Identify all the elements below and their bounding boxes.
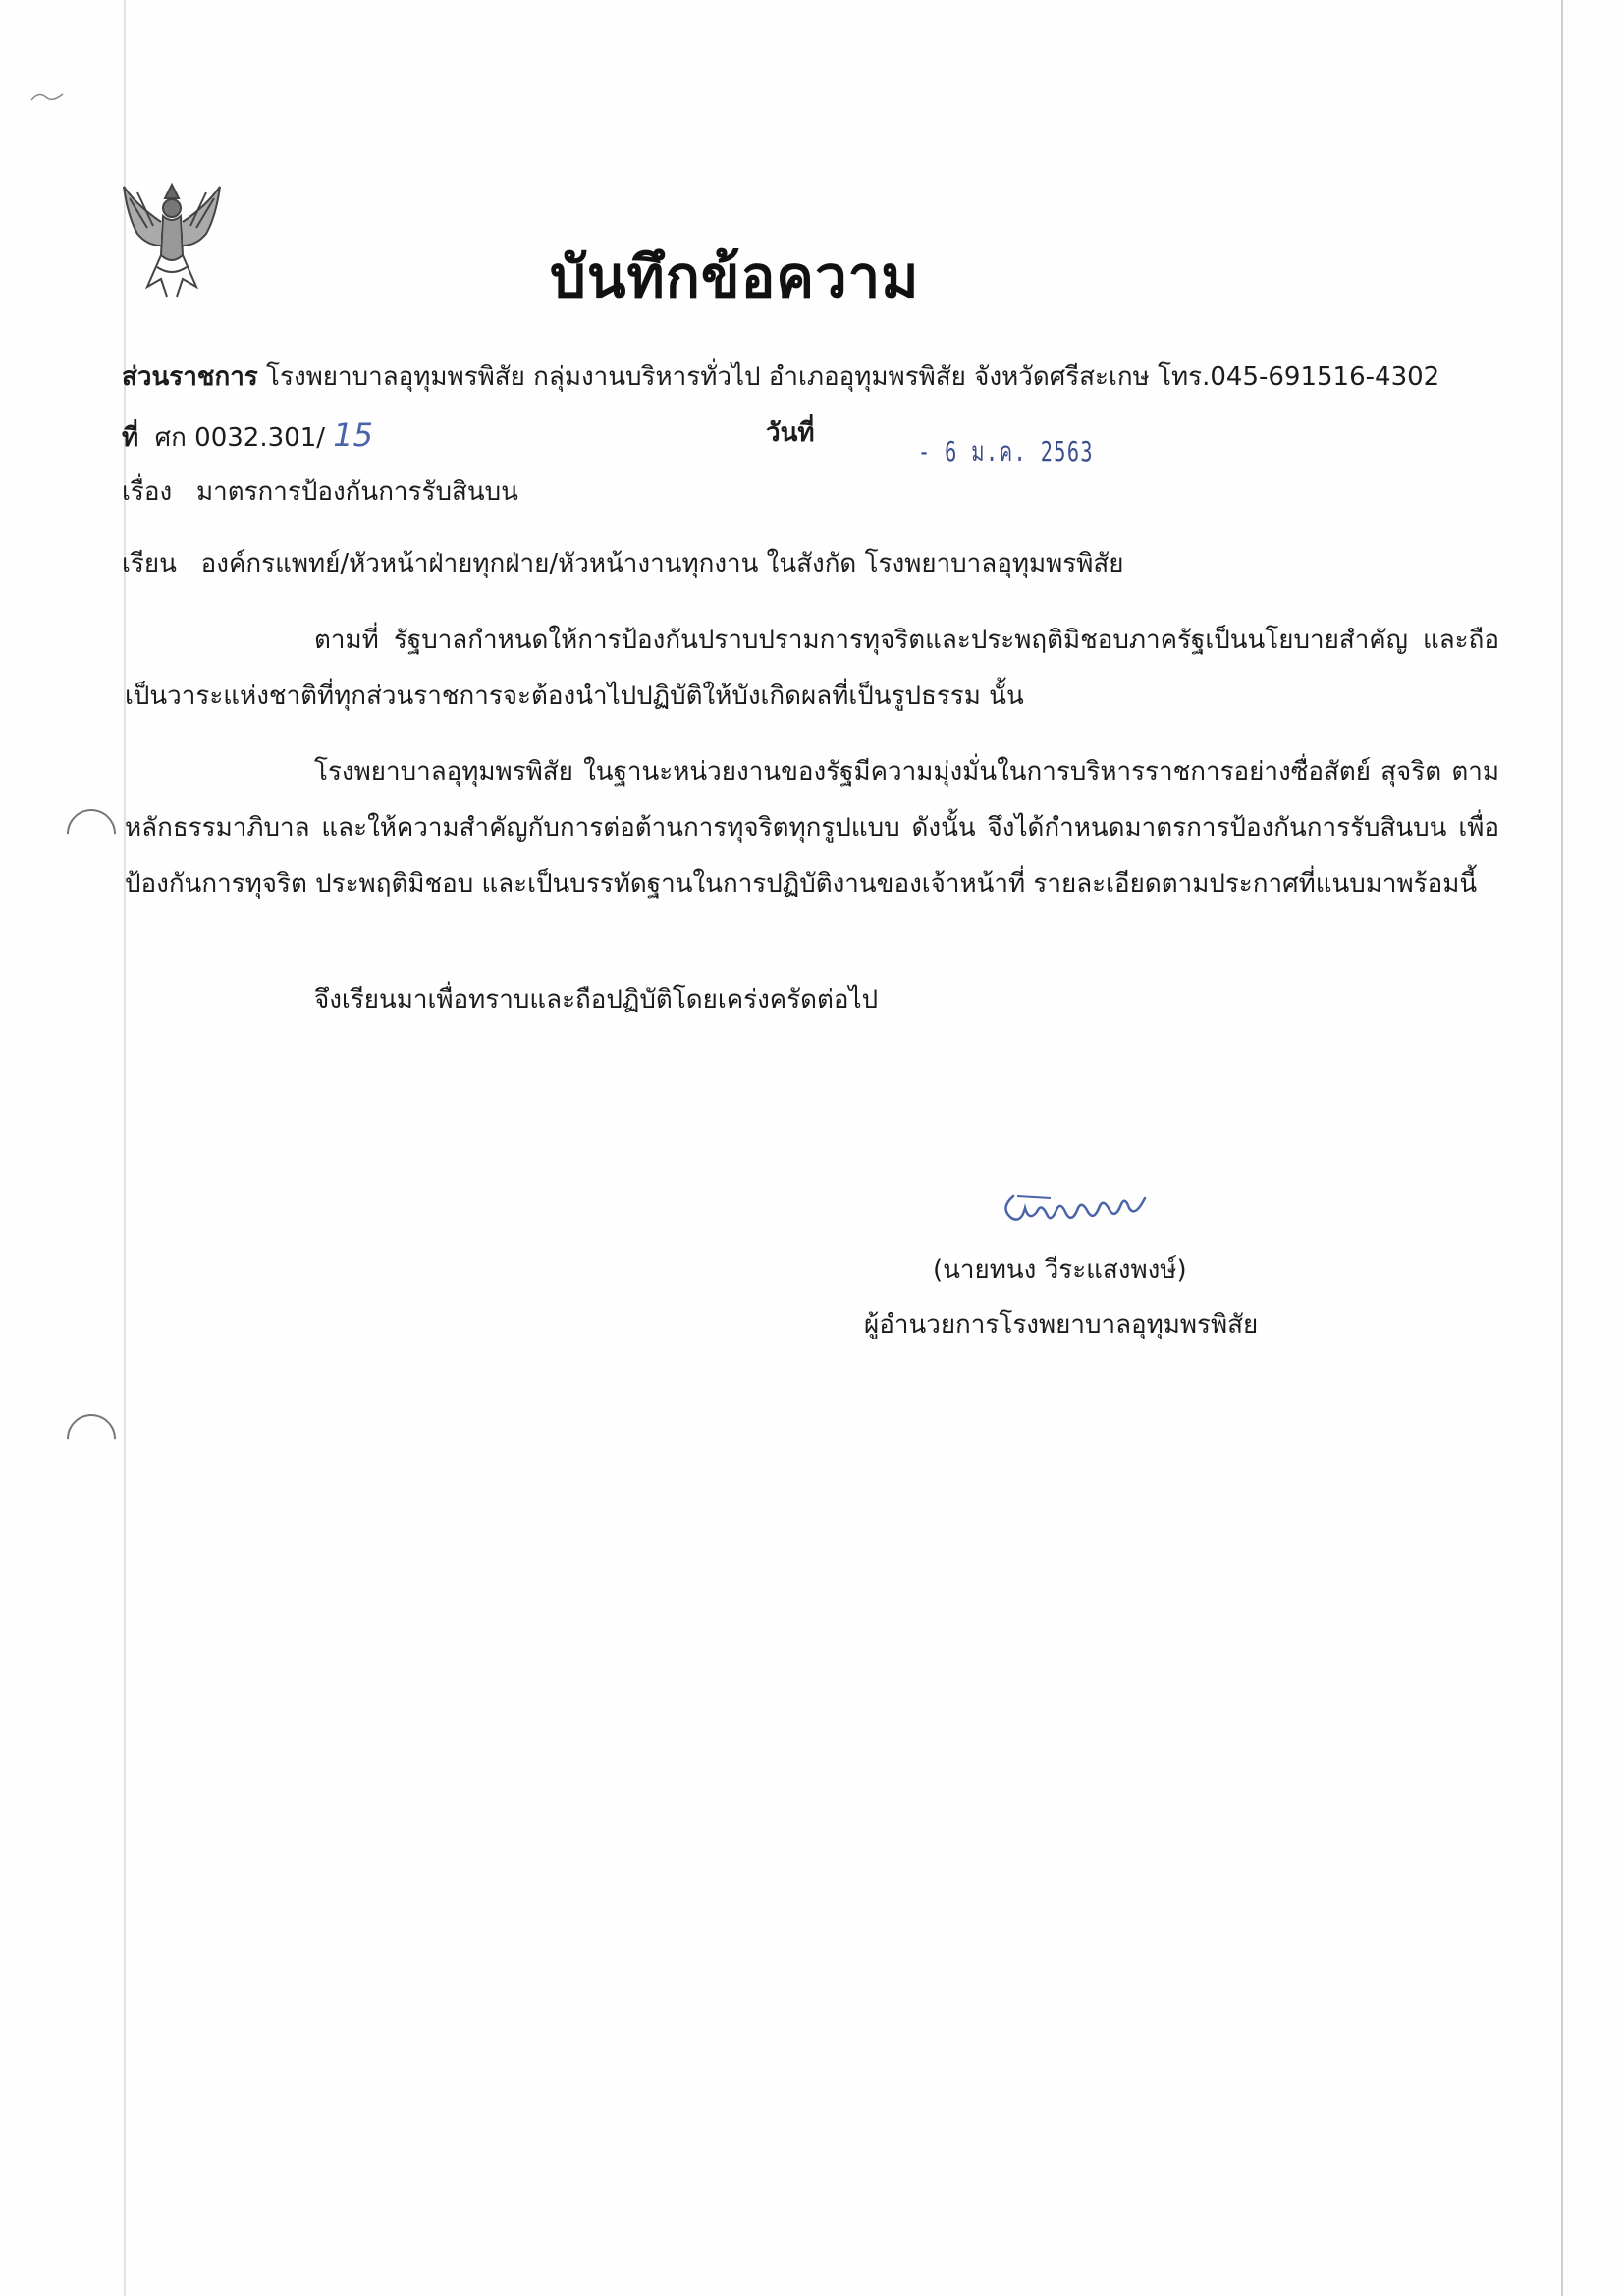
- signer-name: (นายทนง วีระแสงพงษ์): [933, 1255, 1187, 1285]
- agency-label: ส่วนราชการ: [122, 362, 258, 392]
- garuda-emblem-icon: [118, 177, 226, 304]
- body-paragraph-3: จึงเรียนมาเพื่อทราบและถือปฏิบัติโดยเคร่งครัดต่อไป: [314, 985, 879, 1014]
- subject-label: เรื่อง: [122, 477, 173, 507]
- recipient-line: [122, 543, 1123, 583]
- subject-value: มาตรการป้องกันการรับสินบน: [195, 477, 518, 507]
- scan-edge-left: [124, 0, 126, 2296]
- memo-title: บันทึกข้อความ: [550, 244, 920, 310]
- signer-position: ผู้อำนวยการโรงพยาบาลอุทุมพรพิสัย: [864, 1310, 1259, 1339]
- scan-mark: [29, 88, 65, 104]
- recipient-label: เรียน: [122, 549, 177, 578]
- agency-value: โรงพยาบาลอุทุมพรพิสัย กลุ่มงานบริหารทั่วไป อำเภออุทุมพรพิสัย จังหวัดศรีสะเกษ โทร.045-691516-4302: [266, 362, 1440, 392]
- date-stamp: - 6 ม.ค. 2563: [918, 435, 1095, 467]
- handwritten-signature: [992, 1178, 1208, 1237]
- document-number-line: [122, 416, 373, 458]
- body-paragraph-1: ตามที่ รัฐบาลกำหนดให้การป้องกันปราบปรามการทุจริตและประพฤติมิชอบภาครัฐเป็นนโยบายสำคัญ และถือเป็นวาระแห่งชาติที่ทุกส่วนราชการจะต้องนำไปปฏิบัติให้บังเกิดผลที่เป็นรูปธรรม นั้น: [125, 626, 1499, 711]
- subject-line: [122, 471, 518, 512]
- date-label: วันที่: [766, 418, 815, 448]
- document-number-value: ศก 0032.301/: [154, 423, 326, 453]
- punch-hole-top: [57, 799, 127, 869]
- body-paragraph-2: โรงพยาบาลอุทุมพรพิสัย ในฐานะหน่วยงานของรัฐมีความมุ่งมั่นในการบริหารราชการอย่างซื่อสัตย์ สุจริต ตามหลักธรรมาภิบาล และให้ความสำคัญกับการต่อต้านการทุจริตทุกรูปแบบ ดังนั้น จึงได้กำหนดมาตรการป้องกันการรับสินบน เพื่อป้องกันการทุจริต ประพฤติมิชอบ และเป็นบรรทัดฐานในการปฏิบัติงานของเจ้าหน้าที่ รายละเอียดตามประกาศที่แนบมาพร้อมนี้: [125, 757, 1499, 899]
- agency-line: [122, 356, 1439, 397]
- document-number-handwritten: 15: [333, 416, 373, 454]
- document-number-label: ที่: [122, 423, 139, 453]
- punch-hole-bottom: [57, 1404, 127, 1474]
- recipient-value: องค์กรแพทย์/หัวหน้าฝ่ายทุกฝ่าย/หัวหน้างานทุกงาน ในสังกัด โรงพยาบาลอุทุมพรพิสัย: [200, 549, 1124, 578]
- scan-edge-right: [1561, 0, 1563, 2296]
